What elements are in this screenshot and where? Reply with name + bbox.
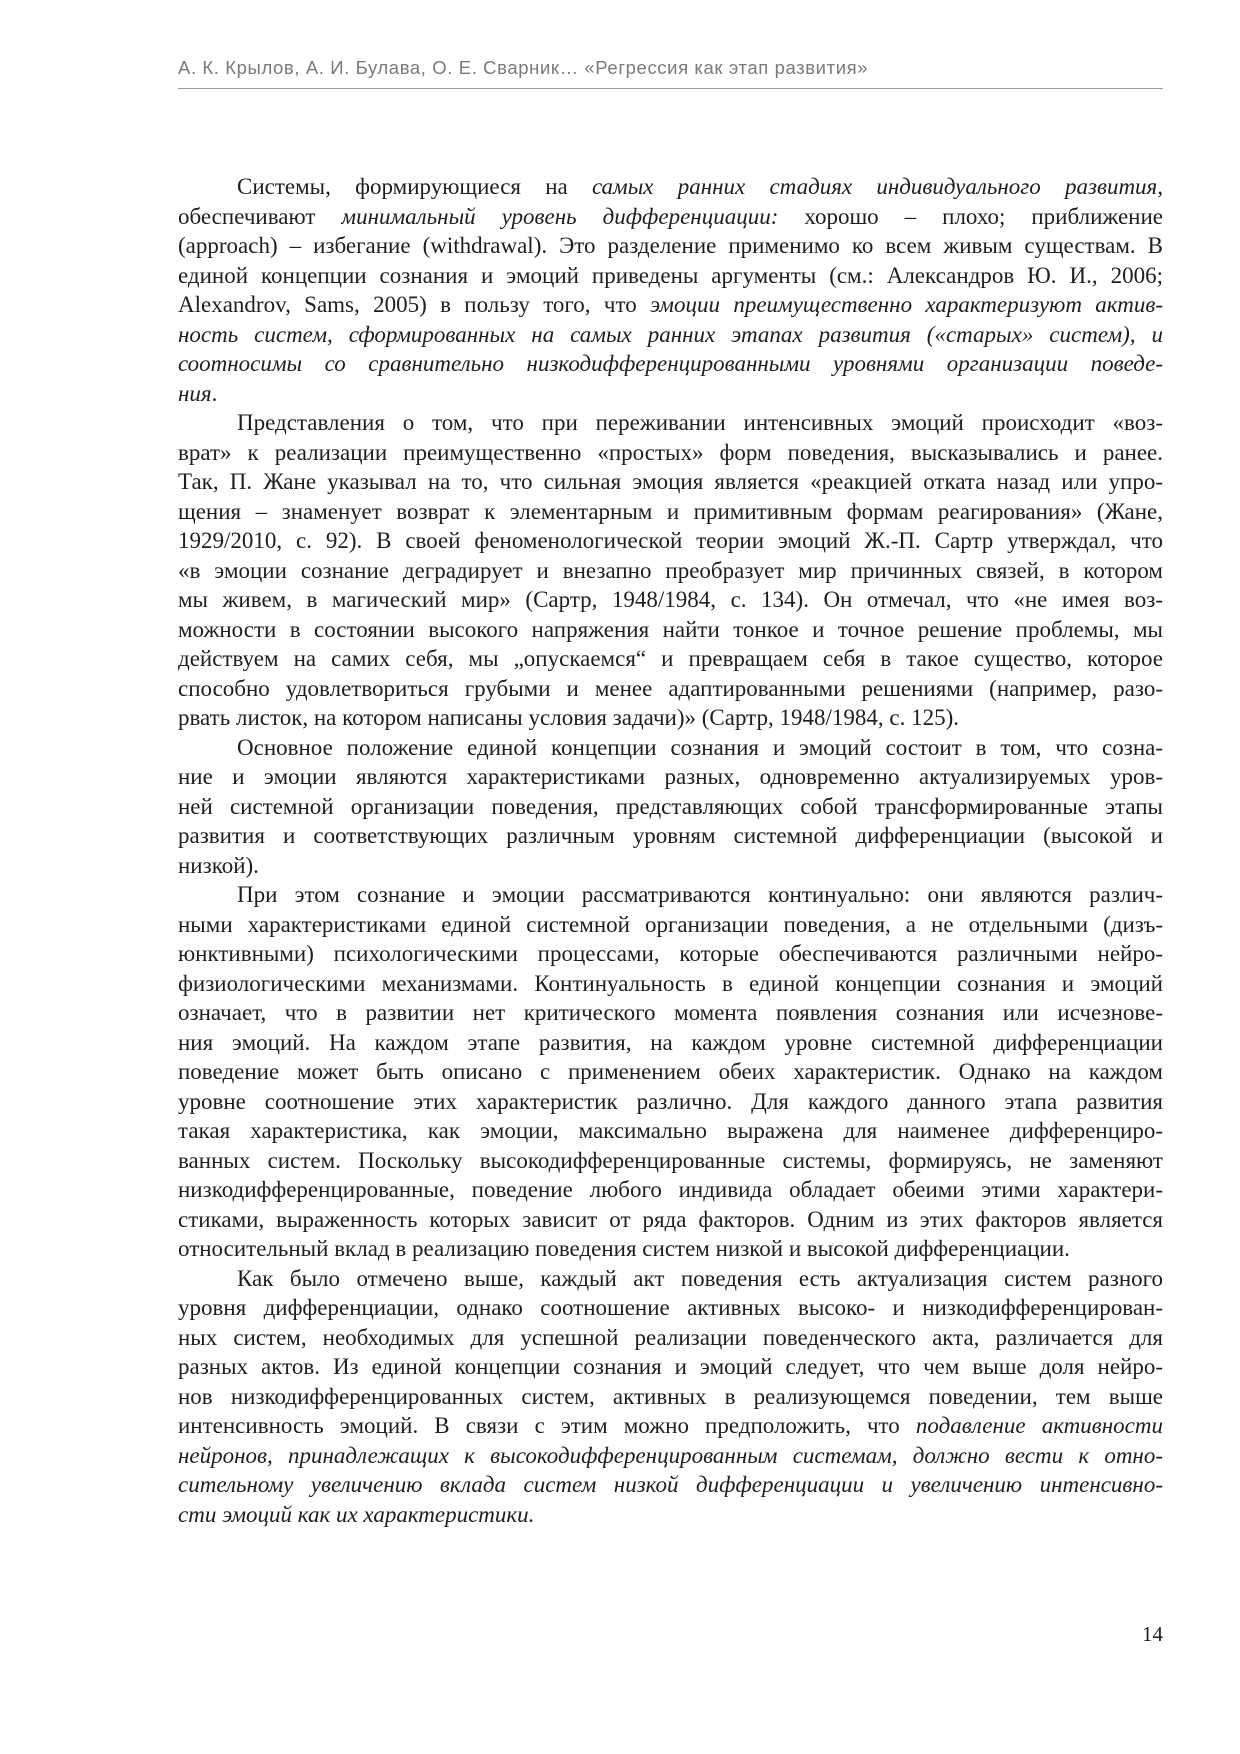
text-run: рвать листок, на котором написаны условия задачи)» (Сартр, 1948/1984, с. 125). <box>178 705 960 730</box>
paragraph <box>178 880 1163 1264</box>
text-line <box>178 615 1163 645</box>
text-run: Основное положение единой концепции сознания и эмоций состоит в том, что созна- <box>237 734 1163 760</box>
text-run: низкой). <box>178 852 259 878</box>
paragraph <box>178 733 1163 881</box>
running-header: А. К. Крылов, А. И. Булава, О. Е. Сварник… «Регрессия как этап развития» <box>178 57 869 78</box>
text-line <box>178 821 1163 851</box>
text-line <box>178 467 1163 497</box>
paragraph <box>178 408 1163 733</box>
text-line <box>178 556 1163 586</box>
text-line <box>178 733 1163 763</box>
text-line <box>178 998 1163 1028</box>
text-line <box>178 851 1163 881</box>
text-run: ние и эмоции являются характеристиками разных, одновременно актуализируемых уров- <box>178 764 1163 789</box>
text-run: хорошо – плохо; приближение <box>778 203 1163 229</box>
text-run: Так, П. Жане указывал на то, что сильная эмоция является «реакцией отката назад или упро- <box>178 469 1163 494</box>
text-run: юнктивными) психологическими процессами, которые обеспечиваются различными нейро- <box>178 941 1163 966</box>
text-line <box>178 526 1163 556</box>
text-line <box>178 172 1163 202</box>
text-run: можности в состоянии высокого напряжения найти тонкое и точное решение проблемы, мы <box>178 616 1163 642</box>
italic-run: сительному увеличению вклада систем низкой дифференциации и увеличению интенсивно- <box>178 1472 1163 1497</box>
text-line <box>178 1264 1163 1294</box>
text-line <box>178 349 1163 379</box>
text-run: уровне соотношение этих характеристик различно. Для каждого данного этапа развития <box>178 1088 1163 1114</box>
text-line <box>178 1057 1163 1087</box>
text-run: ней системной организации поведения, представляющих собой трансформированные этапы <box>178 793 1163 819</box>
text-run: При этом сознание и эмоции рассматриваются континуально: они являются различ- <box>237 882 1163 907</box>
text-run: Системы, формирующиеся на <box>237 174 592 199</box>
text-line <box>178 261 1163 291</box>
text-line <box>178 1205 1163 1235</box>
text-line <box>178 674 1163 704</box>
text-line <box>178 910 1163 940</box>
text-run: интенсивность эмоций. В связи с этим можно предположить, что <box>178 1413 916 1438</box>
text-line <box>178 379 1163 409</box>
text-line <box>178 1028 1163 1058</box>
text-run: способно удовлетвориться грубыми и менее адаптированными решениями (например, разо- <box>178 675 1163 701</box>
text-line <box>178 1411 1163 1441</box>
text-line <box>178 703 1163 733</box>
text-run: Alexandrov, Sams, 2005) в пользу того, что <box>178 292 651 317</box>
text-line <box>178 202 1163 232</box>
text-line <box>178 1175 1163 1205</box>
text-run: ных систем, необходимых для успешной реализации поведенческого акта, различается для <box>178 1324 1163 1350</box>
text-run: ными характеристиками единой системной организации поведения, а не отдельными (дизъ- <box>178 911 1163 937</box>
text-run: относительный вклад в реализацию поведения систем низкой и высокой дифференциации. <box>178 1236 1070 1261</box>
text-line <box>178 1500 1163 1530</box>
text-line <box>178 969 1163 999</box>
text-line <box>178 585 1163 615</box>
text-line <box>178 1234 1163 1264</box>
italic-run: сти эмоций как их характеристики. <box>178 1501 535 1527</box>
text-run: ванных систем. Поскольку высокодифференцированные системы, формируясь, не заменяют <box>178 1147 1163 1173</box>
text-run: стиками, выраженность которых зависит от ряда факторов. Одним из этих факторов является <box>178 1206 1163 1232</box>
italic-run: эмоции преимущественно характеризуют актив- <box>650 292 1163 317</box>
text-line <box>178 1146 1163 1176</box>
text-run: мы живем, в магический мир» (Сартр, 1948/1984, с. 134). Он отмечал, что «не имея воз- <box>178 587 1163 612</box>
article-body <box>178 172 1163 1529</box>
text-line <box>178 1323 1163 1353</box>
text-run: нов низкодифференцированных систем, активных в реализующемся поведении, тем выше <box>178 1383 1163 1409</box>
text-run: (approach) – избегание (withdrawal). Это разделение применимо ко всем живым существам. В <box>178 233 1163 258</box>
text-run: уровня дифференциации, однако соотношение активных высоко- и низкодифференцирован- <box>178 1295 1163 1320</box>
italic-run: подавление активности <box>915 1413 1163 1438</box>
text-run: ния эмоций. На каждом этапе развития, на каждом уровне системной дифференциации <box>178 1029 1163 1055</box>
text-run: физиологическими механизмами. Континуальность в единой концепции сознания и эмоций <box>178 970 1163 996</box>
text-line <box>178 1382 1163 1412</box>
text-line <box>178 1441 1163 1471</box>
text-line <box>178 762 1163 792</box>
text-line <box>178 320 1163 350</box>
text-line <box>178 290 1163 320</box>
text-run: 1929/2010, с. 92). В своей феноменологической теории эмоций Ж.-П. Сартр утверждал, что <box>178 528 1163 553</box>
text-line <box>178 792 1163 822</box>
text-run: такая характеристика, как эмоции, максимально выражена для наименее дифференциро- <box>178 1118 1163 1143</box>
text-run: врат» к реализации преимущественно «простых» форм поведения, высказывались и ранее. <box>178 439 1163 465</box>
text-line <box>178 438 1163 468</box>
italic-run: соотносимы со сравнительно низкодифференцированными уровнями организации поведе- <box>178 351 1163 376</box>
text-run: развития и соответствующих различным уровням системной дифференциации (высокой и <box>178 823 1163 848</box>
text-line <box>178 1116 1163 1146</box>
text-run: означает, что в развитии нет критического момента появления сознания или исчезнове- <box>178 1000 1163 1025</box>
text-line <box>178 408 1163 438</box>
text-run: обеспечивают <box>178 203 342 229</box>
paragraph <box>178 172 1163 408</box>
text-line <box>178 644 1163 674</box>
text-run: щения – знаменует возврат к элементарным и примитивным формам реагирования» (Жане, <box>178 498 1163 524</box>
text-run: низкодифференцированные, поведение любого индивида обладает обеими этими характери- <box>178 1177 1163 1202</box>
italic-run: ния <box>178 380 212 406</box>
italic-run: ность систем, сформированных на самых ранних этапах развития («старых» систем), и <box>178 321 1163 347</box>
text-run: . <box>211 380 218 406</box>
text-run: «в эмоции сознание деградирует и внезапно преобразует мир причинных связей, в котором <box>178 557 1163 583</box>
text-run: Как было отмечено выше, каждый акт поведения есть актуализация систем разного <box>237 1265 1163 1291</box>
page-number: 14 <box>1142 1622 1163 1646</box>
text-line <box>178 497 1163 527</box>
italic-run: нейронов, принадлежащих к высокодифференцированным системам, должно вести к отно- <box>178 1442 1163 1468</box>
italic-run: минимальный уровень дифференциации: <box>341 203 779 229</box>
text-run: действуем на самих себя, мы „опускаемся“ и превращаем себя в такое существо, которое <box>178 646 1163 671</box>
paragraph <box>178 1264 1163 1530</box>
text-line <box>178 1087 1163 1117</box>
text-run: поведение может быть описано с применением обеих характеристик. Однако на каждом <box>178 1059 1163 1084</box>
text-line <box>178 231 1163 261</box>
text-line <box>178 1352 1163 1382</box>
text-line <box>178 880 1163 910</box>
text-run: разных актов. Из единой концепции сознания и эмоций следует, что чем выше доля нейро- <box>178 1354 1163 1379</box>
header-divider <box>178 88 1163 89</box>
italic-run: самых ранних стадиях индивидуального развития, <box>591 174 1163 199</box>
text-line <box>178 1293 1163 1323</box>
text-run: единой концепции сознания и эмоций приведены аргументы (см.: Александров Ю. И., 2006; <box>178 262 1163 288</box>
text-line <box>178 939 1163 969</box>
text-run: Представления о том, что при переживании интенсивных эмоций происходит «воз- <box>237 410 1163 435</box>
text-line <box>178 1470 1163 1500</box>
